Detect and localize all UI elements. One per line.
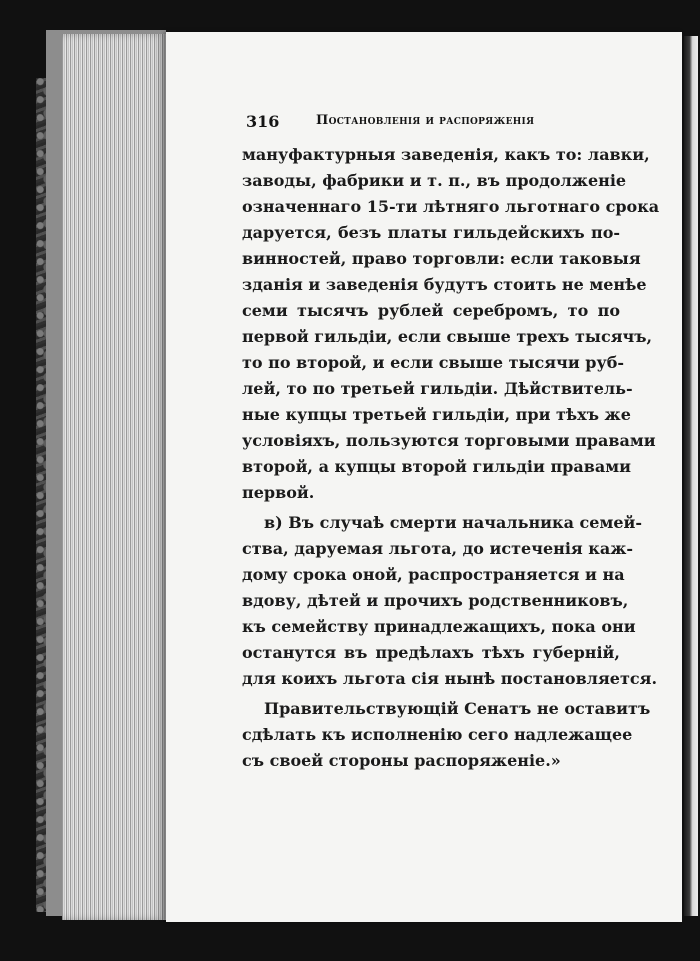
page-stack-edge bbox=[62, 34, 166, 920]
text-line: первой гильдіи, если свыше трехъ тысячъ, bbox=[242, 327, 653, 346]
text-line: лей, то по третьей гильдіи. Дѣйствитель- bbox=[242, 379, 633, 398]
text-line: съ своей стороны распоряженіе.» bbox=[242, 751, 561, 770]
text-line: заводы, фабрики и т. п., въ продолженіе bbox=[242, 171, 627, 190]
text-line: винностей, право торговли: если таковыя bbox=[242, 249, 641, 268]
paragraph bbox=[242, 696, 651, 774]
page-header bbox=[246, 112, 606, 132]
text-line: ства, даруемая льгота, до истеченія каж- bbox=[242, 539, 634, 558]
text-line: означеннаго 15-ти лѣтняго льготнаго срока bbox=[242, 197, 660, 216]
text-line: мануфактурныя заведенія, какъ то: лавки, bbox=[242, 145, 650, 164]
text-line: второй, а купцы второй гильдіи правами bbox=[242, 457, 631, 476]
page-number: 316 bbox=[246, 112, 280, 131]
text-line: первой. bbox=[242, 483, 315, 502]
running-title: Постановленія и распоряженія bbox=[316, 113, 535, 128]
text-line: Правительствующій Сенатъ не оставитъ bbox=[264, 699, 651, 718]
body-text bbox=[242, 142, 660, 774]
text-line: вдову, дѣтей и прочихъ родственниковъ, bbox=[242, 591, 629, 610]
text-line: даруется, безъ платы гильдейскихъ по- bbox=[242, 223, 620, 242]
paragraph bbox=[242, 510, 658, 692]
text-line: семи тысячъ рублей серебромъ, то по bbox=[242, 301, 620, 320]
text-line: зданія и заведенія будутъ стоить не менѣе bbox=[242, 275, 647, 294]
text-line: ные купцы третьей гильдіи, при тѣхъ же bbox=[242, 405, 631, 424]
text-line: то по второй, и если свыше тысячи руб- bbox=[242, 353, 625, 372]
book-page bbox=[166, 32, 682, 922]
text-line: останутся въ предѣлахъ тѣхъ губерній, bbox=[242, 643, 620, 662]
text-line: сдѣлать къ исполненію сего надлежащее bbox=[242, 725, 633, 744]
text-line: къ семейству принадлежащихъ, пока они bbox=[242, 617, 636, 636]
text-line: в) Въ случаѣ смерти начальника семей- bbox=[264, 513, 643, 532]
text-line: для коихъ льгота сія нынѣ постановляется. bbox=[242, 669, 658, 688]
text-line: дому срока оной, распространяется и на bbox=[242, 565, 625, 584]
next-page-edge bbox=[684, 36, 698, 916]
text-line: условіяхъ, пользуются торговыми правами bbox=[242, 431, 656, 450]
paragraph bbox=[242, 142, 660, 506]
